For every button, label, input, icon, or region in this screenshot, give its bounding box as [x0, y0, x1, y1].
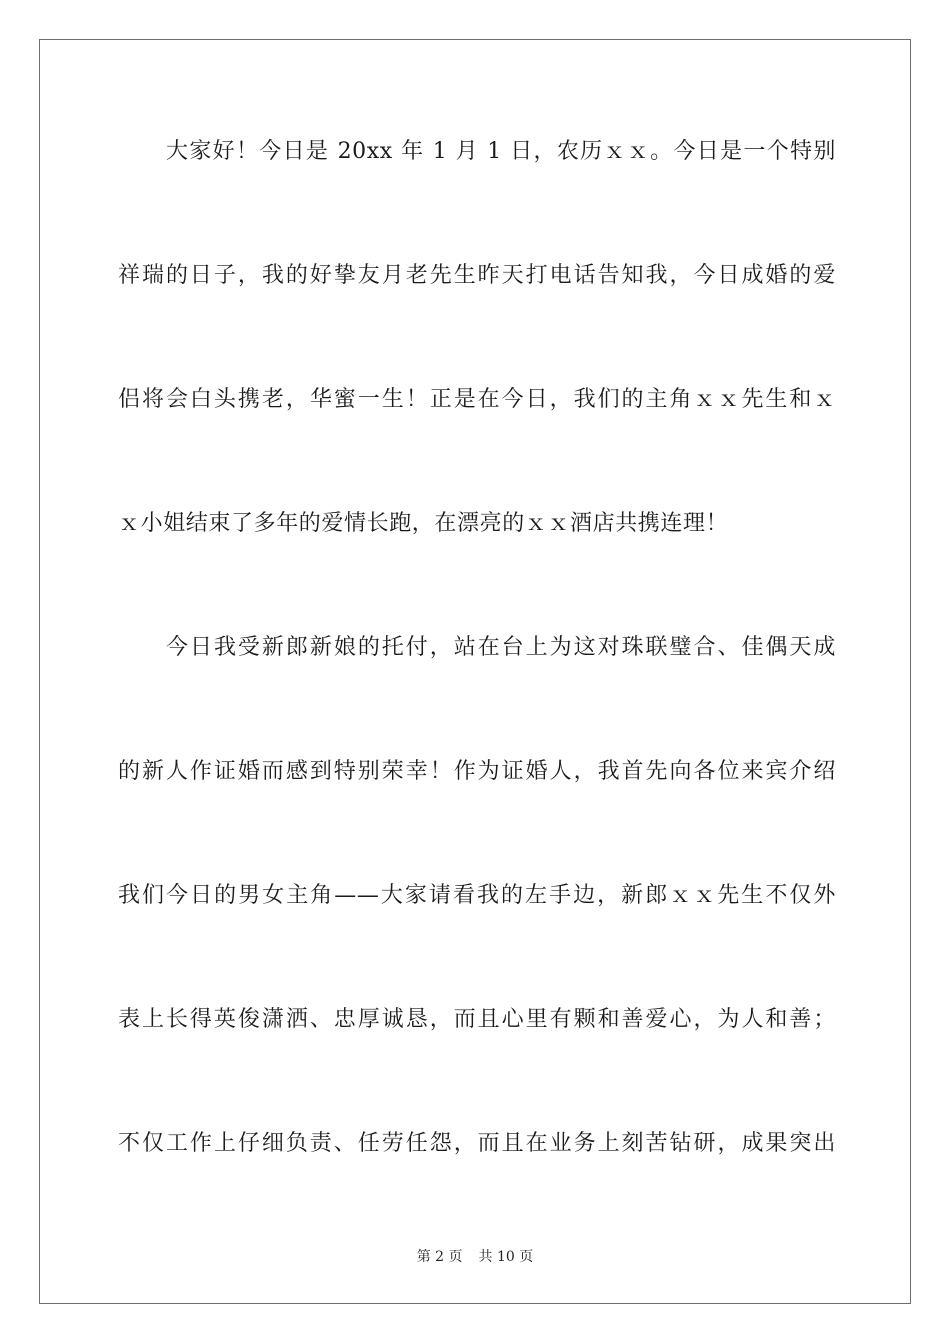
paragraph-1-line-1: 大家好！今日是 20xx 年 1 月 1 日，农历ｘｘ。今日是一个特别 — [166, 139, 836, 164]
paragraph-2-line-2: 的新人作证婚而感到特别荣幸！作为证婚人，我首先向各位来宾介绍 — [118, 759, 836, 784]
page-total: 共 10 页 — [478, 1249, 534, 1265]
paragraph-1-line-2: 祥瑞的日子，我的好挚友月老先生昨天打电话告知我，今日成婚的爱 — [118, 263, 836, 288]
page-footer — [0, 1248, 950, 1266]
paragraph-2-line-1: 今日我受新郎新娘的托付，站在台上为这对珠联璧合、佳偶天成 — [166, 635, 836, 660]
paragraph-1-line-4: ｘ小姐结束了多年的爱情长跑，在漂亮的ｘｘ酒店共携连理！ — [118, 511, 729, 536]
paragraph-2-line-4: 表上长得英俊潇洒、忠厚诚恳，而且心里有颗和善爱心，为人和善； — [118, 1007, 836, 1032]
paragraph-2-line-3: 我们今日的男女主角——大家请看我的左手边，新郎ｘｘ先生不仅外 — [118, 883, 836, 908]
paragraph-1-line-3: 侣将会白头携老，华蜜一生！正是在今日，我们的主角ｘｘ先生和ｘ — [118, 387, 836, 412]
page-number: 第 2 页 — [416, 1249, 463, 1265]
paragraph-2-line-5: 不仅工作上仔细负责、任劳任怨，而且在业务上刻苦钻研，成果突出 — [118, 1131, 836, 1156]
page-border — [39, 39, 911, 1304]
